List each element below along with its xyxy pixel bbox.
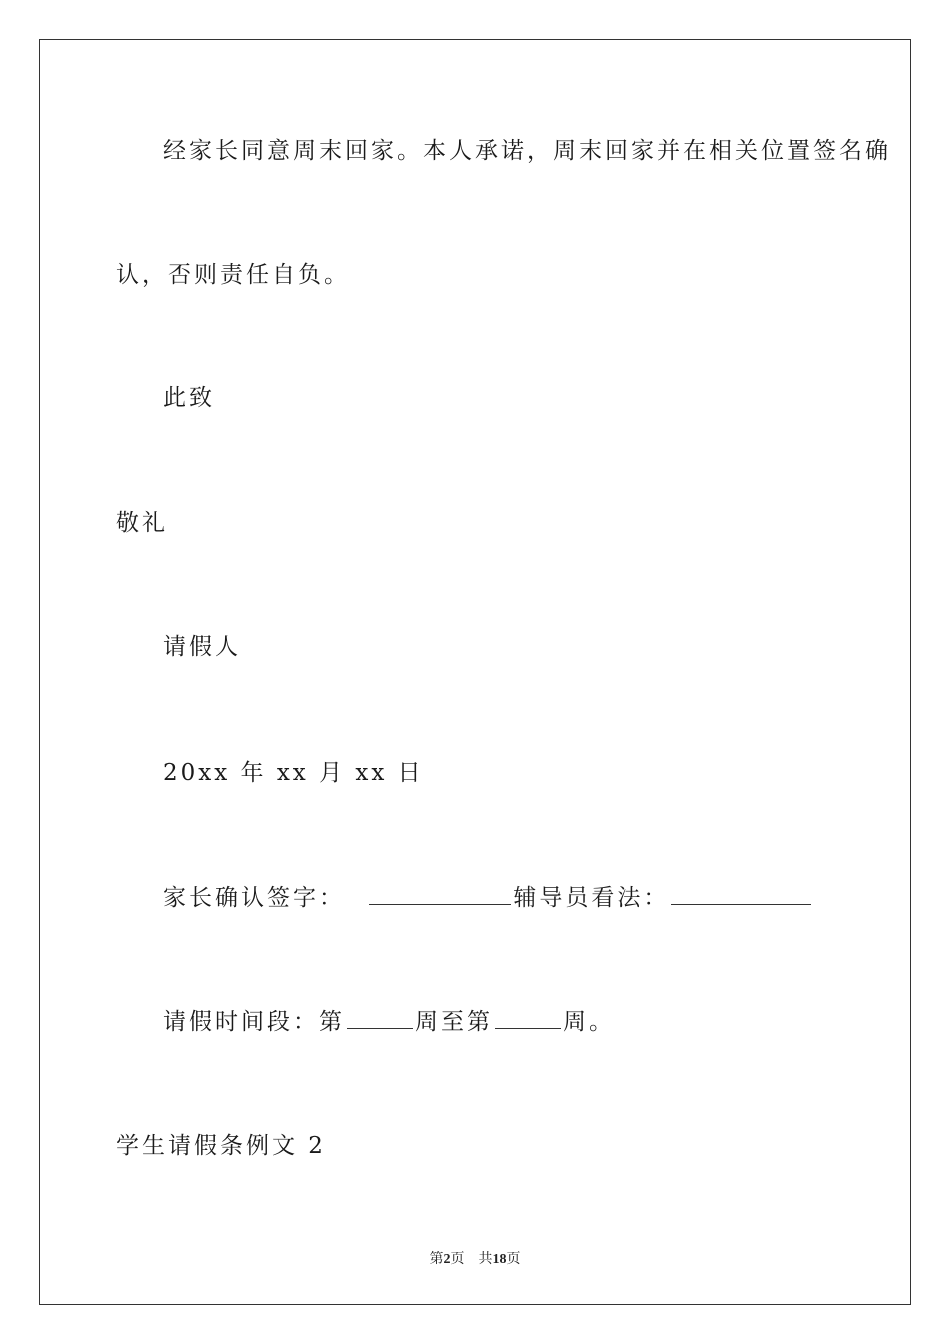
page-suffix: 页: [450, 1252, 465, 1267]
period-start-blank[interactable]: [347, 1006, 413, 1029]
total-pages: 18: [492, 1252, 507, 1267]
total-suffix: 页: [506, 1252, 521, 1267]
closing-text: 此致: [163, 385, 215, 411]
page-footer: [0, 1248, 950, 1268]
total-prefix: 共: [478, 1252, 493, 1267]
salute-text: 敬礼: [116, 510, 168, 536]
page-prefix: 第: [429, 1252, 444, 1267]
period-mid: 周至第: [415, 1009, 493, 1035]
period-end: 周。: [563, 1009, 615, 1035]
page-number: 2: [443, 1252, 451, 1267]
period-line: [163, 1006, 615, 1037]
paragraph-line-1: 经家长同意周末回家。本人承诺，周末回家并在相关位置签名确: [163, 138, 891, 164]
date-line: 20xx 年 xx 月 xx 日: [163, 760, 424, 786]
parent-sign-label: 家长确认签字：: [163, 885, 345, 911]
counselor-label: 辅导员看法：: [513, 885, 670, 911]
section-title: 学生请假条例文 2: [116, 1133, 326, 1159]
page-border: [39, 39, 911, 1305]
paragraph-line-2: 认，否则责任自负。: [116, 262, 350, 288]
period-end-blank[interactable]: [495, 1006, 561, 1029]
period-label: 请假时间段：第: [163, 1009, 345, 1035]
parent-sign-blank[interactable]: [369, 882, 511, 905]
applicant-label: 请假人: [163, 634, 241, 660]
signature-line: [163, 882, 813, 913]
counselor-blank[interactable]: [671, 882, 811, 905]
